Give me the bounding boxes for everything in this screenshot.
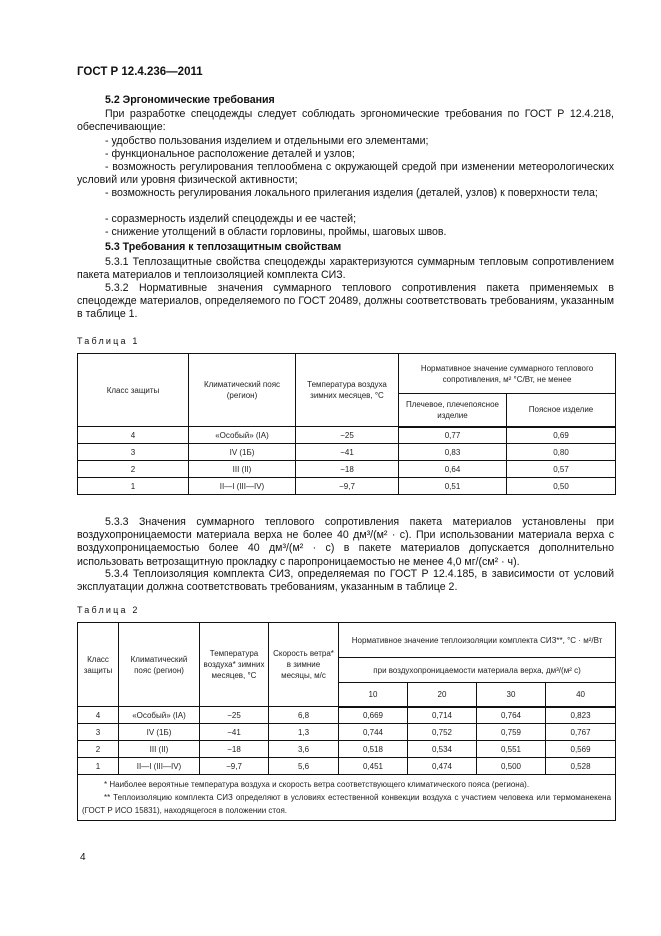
cell: −25 [200, 707, 269, 724]
cell: 1 [78, 758, 119, 775]
table-1 [77, 353, 616, 495]
cell: 0,80 [507, 444, 616, 461]
table-row [78, 741, 616, 758]
t1-header-zone: Климатический пояс (регион) [189, 354, 296, 427]
table-2-caption: Таблица 2 [77, 605, 140, 615]
t2-header-p10: 10 [339, 683, 408, 707]
t2-header-wind: Скорость ветра* в зимние месяцы, м/с [269, 623, 339, 707]
cell: 3 [78, 724, 119, 741]
list-item: - возможность регулирования локального прилегания изделия (деталей, узлов) к поверхности тела; [105, 187, 598, 199]
table-row [78, 707, 616, 724]
cell: 0,77 [399, 427, 507, 444]
cell: 0,451 [339, 758, 408, 775]
section-5-2-title: 5.2 Эргономические требования [105, 94, 275, 106]
cell: −25 [296, 427, 399, 444]
cell: III (II) [119, 741, 200, 758]
paragraph-5-3-3: 5.3.3 Значения суммарного теплового сопротивления пакета материалов установлены при воздухопроницаемости материала верха не более 40 дм³/(м² · с). При использовании материала верха с воздухопроницаемостью более 40 дм³/(м² · с) в пакете материалов допускается дополнительно использовать ветрозащитную прокладку с паропроницаемостью не менее 4,0 мг/(см² · ч). [77, 516, 614, 568]
table-1-caption: Таблица 1 [77, 336, 140, 346]
t1-header-class: Класс защиты [78, 354, 189, 427]
paragraph-5-3-1: 5.3.1 Теплозащитные свойства спецодежды характеризуются суммарным тепловым сопротивлением пакета материалов и теплоизоляцией комплекта СИЗ. [77, 256, 614, 282]
cell: −9,7 [296, 478, 399, 495]
table-row [78, 724, 616, 741]
table-2-footnotes [78, 775, 616, 821]
cell: 1 [78, 478, 189, 495]
table-row [78, 444, 616, 461]
cell: −18 [296, 461, 399, 478]
cell: 0,83 [399, 444, 507, 461]
cell: 0,767 [546, 724, 616, 741]
cell: 0,764 [477, 707, 546, 724]
page-number: 4 [80, 852, 86, 863]
t2-header-perm: при воздухопроницаемости материала верха, дм³/(м² с) [339, 658, 616, 683]
list-item: - возможность регулирования теплообмена с окружающей средой при изменении метеорологических условий или уровня физической активности; [77, 161, 614, 187]
t2-header-norm: Нормативное значение теплоизоляции комплекта СИЗ**, °С · м²/Вт [339, 623, 616, 658]
cell: 0,752 [408, 724, 477, 741]
cell: 2 [78, 741, 119, 758]
paragraph-5-3-4: 5.3.4 Теплоизоляция комплекта СИЗ, определяемая по ГОСТ Р 12.4.185, в зависимости от условий эксплуатации должна соответствовать требованиям, указанным в таблице 2. [77, 568, 614, 594]
cell: 0,528 [546, 758, 616, 775]
cell: «Особый» (IA) [119, 707, 200, 724]
cell: 0,51 [399, 478, 507, 495]
cell: 0,569 [546, 741, 616, 758]
cell: «Особый» (IA) [189, 427, 296, 444]
cell: 0,69 [507, 427, 616, 444]
table-row [78, 427, 616, 444]
cell: 0,534 [408, 741, 477, 758]
table-row [78, 461, 616, 478]
document-header: ГОСТ Р 12.4.236—2011 [77, 66, 203, 78]
cell: 0,823 [546, 707, 616, 724]
cell: 4 [78, 707, 119, 724]
cell: IV (1Б) [119, 724, 200, 741]
cell: 0,500 [477, 758, 546, 775]
cell: 4 [78, 427, 189, 444]
cell: −18 [200, 741, 269, 758]
cell: II—I (III—IV) [189, 478, 296, 495]
cell: 0,669 [339, 707, 408, 724]
cell: −9,7 [200, 758, 269, 775]
cell: 0,714 [408, 707, 477, 724]
cell: 1,3 [269, 724, 339, 741]
cell: IV (1Б) [189, 444, 296, 461]
section-5-2-intro: При разработке спецодежды следует соблюдать эргономические требования по ГОСТ Р 12.4.218, обеспечивающие: [77, 108, 614, 134]
cell: 2 [78, 461, 189, 478]
t2-header-p30: 30 [477, 683, 546, 707]
t2-header-class: Класс защиты [78, 623, 119, 707]
t2-header-p40: 40 [546, 683, 616, 707]
cell: 3,6 [269, 741, 339, 758]
cell: 0,50 [507, 478, 616, 495]
list-item: - удобство пользования изделием и отдельными его элементами; [105, 135, 429, 147]
table-row [78, 758, 616, 775]
cell: 6,8 [269, 707, 339, 724]
footnote-2: ** Теплоизоляцию комплекта СИЗ определяют в условиях естественной конвекции воздуха с участием человека или термоманекена (ГОСТ Р ИСО 15831), находящегося в положении стоя. [82, 793, 612, 815]
cell: 3 [78, 444, 189, 461]
cell: 0,518 [339, 741, 408, 758]
cell: −41 [200, 724, 269, 741]
cell: II—I (III—IV) [119, 758, 200, 775]
list-item: - функциональное расположение деталей и узлов; [105, 148, 355, 160]
paragraph-5-3-2: 5.3.2 Нормативные значения суммарного теплового сопротивления пакета применяемых в спецодежде материалов, определяемого по ГОСТ 20489, должны соответствовать требованиям, указанным в таблице 1. [77, 282, 614, 321]
t1-header-shoulder: Плечевое, плечепоясное изделие [399, 394, 507, 427]
table-2 [77, 622, 616, 821]
cell: 0,57 [507, 461, 616, 478]
list-item: - соразмерность изделий спецодежды и ее частей; [105, 213, 357, 225]
section-5-3-title: 5.3 Требования к теплозащитным свойствам [105, 241, 342, 253]
t1-header-norm: Нормативное значение суммарного теплового сопротивления, м² °С/Вт, не менее [399, 354, 616, 394]
t1-header-temp: Температура воздуха зимних месяцев, °С [296, 354, 399, 427]
list-item: - снижение утолщений в области горловины, проймы, шаговых швов. [105, 226, 447, 238]
t2-header-temp: Температура воздуха* зимних месяцев, °С [200, 623, 269, 707]
cell: 0,744 [339, 724, 408, 741]
cell: III (II) [189, 461, 296, 478]
cell: −41 [296, 444, 399, 461]
cell: 0,551 [477, 741, 546, 758]
t2-header-p20: 20 [408, 683, 477, 707]
footnote-1: * Наиболее вероятные температура воздуха и скорость ветра соответствующего климатического пояса (региона). [104, 780, 530, 789]
cell: 0,64 [399, 461, 507, 478]
table-row [78, 478, 616, 495]
t2-header-zone: Климатический пояс (регион) [119, 623, 200, 707]
cell: 5,6 [269, 758, 339, 775]
t1-header-waist: Поясное изделие [507, 394, 616, 427]
cell: 0,474 [408, 758, 477, 775]
cell: 0,759 [477, 724, 546, 741]
